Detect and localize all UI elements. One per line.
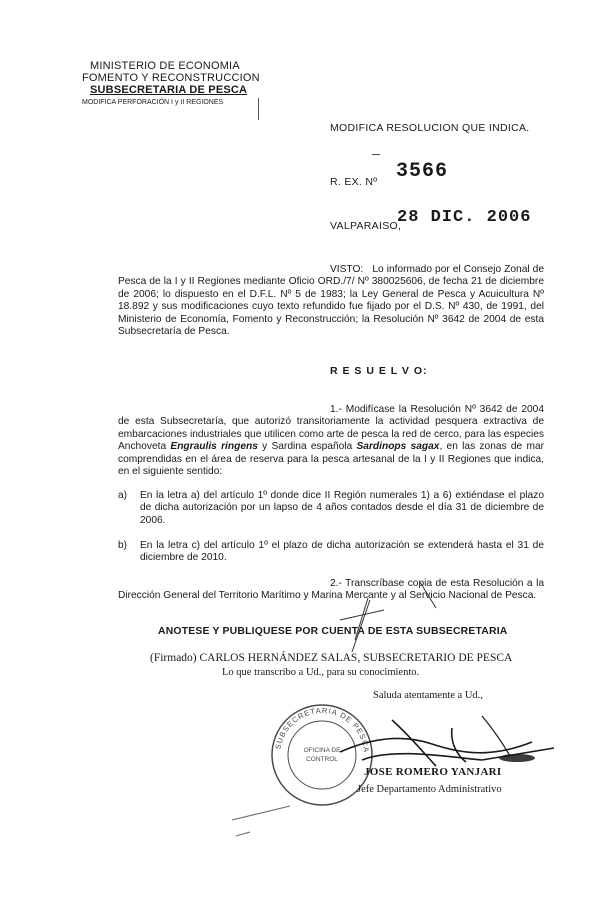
- date-stamp: 28 DIC. 2006: [397, 208, 532, 227]
- item-a: [118, 490, 544, 527]
- para1-species-2: Sardinops sagax: [356, 441, 440, 453]
- seal-inner-line-1: OFICINA DE: [303, 747, 341, 754]
- header-margin-mark: [258, 98, 259, 120]
- visto-lead: VISTO:: [330, 264, 364, 275]
- rex-number: 3566: [396, 160, 449, 183]
- paragraph-2: [118, 578, 544, 603]
- resuelvo-heading: R E S U E L V O:: [330, 365, 428, 377]
- ministry-line-1: MINISTERIO DE ECONOMIA: [90, 60, 240, 72]
- anotese-line: ANOTESE Y PUBLIQUESE POR CUENTA DE ESTA SUBSECRETARIA: [158, 626, 508, 637]
- para1-text-a: de esta Subsecretaría, que autorizó transitoriamente la actividad pesquera extractiva de embarcaciones industriales que utilicen como arte de pesca la red de cerco, para las especies Anchoveta: [118, 416, 544, 453]
- seal-inner-line-2: CONTROL: [306, 756, 338, 763]
- para2-lead: 2.- Transcríbase copia de esta Resolución a: [330, 578, 533, 589]
- para1-text-b: y Sardina española: [257, 441, 357, 453]
- rex-label: R. EX. Nº: [330, 176, 378, 188]
- ministry-header: [82, 60, 272, 109]
- item-b: [118, 540, 544, 565]
- place-label: VALPARAISO,: [330, 220, 402, 232]
- para2-text: la Dirección General del Territorio Marítimo y Marina Mercante y al Servicio Nacional de Pesca.: [118, 578, 544, 602]
- item-a-label: a): [118, 490, 128, 501]
- transcribe-line: Lo que transcribo a Ud., para su conocimiento.: [222, 667, 420, 678]
- para1-species-1: Engraulis ringens: [170, 441, 258, 453]
- item-b-label: b): [118, 540, 128, 551]
- seal-ring-text: SUBSECRETARIA DE PESCA: [273, 705, 372, 754]
- signer-name: JOSE ROMERO YANJARI: [364, 766, 502, 778]
- subject-line: MODIFICA RESOLUCION QUE INDICA.: [330, 122, 530, 134]
- visto-text: Lo informado por el Consejo Zonal de Pesca de la I y II Regiones mediante Oficio ORD./7/ Nº 380025606, de fecha 21 de diciembre de 2006; lo dispuesto en el D.F.L. Nº 5 de 1983; la Ley General de Pesca y Acuicultura Nº 18.892 y sus modificaciones cuyo texto refundido fue fijado por el D.S. Nº 430, de 1991, del Ministerio de Economía, Fomento y Reconstrucción; la Resolución Nº 3642 de 2004 de esta Subsecretaría de Pesca.: [118, 264, 544, 338]
- ministry-line-3: SUBSECRETARIA DE PESCA: [90, 84, 248, 96]
- firmado-line: (Firmado) CARLOS HERNÁNDEZ SALAS, SUBSECRETARIO DE PESCA: [150, 652, 513, 664]
- paragraph-1: [118, 404, 544, 478]
- item-b-text: En la letra c) del artículo 1º el plazo de dicha autorización se extenderá hasta el 31 de diciembre de 2010.: [140, 540, 544, 564]
- saluda-line: Saluda atentamente a Ud.,: [373, 690, 483, 701]
- ministry-line-2: FOMENTO Y RECONSTRUCCION: [82, 72, 260, 84]
- item-a-text: En la letra a) del artículo 1º donde dice II Región numerales 1) a 6) extiéndase el plazo de dicha autorización por un lapso de 4 años contados desde el día 31 de diciembre de 2006.: [140, 490, 544, 526]
- signer-title: Jefe Departamento Administrativo: [357, 784, 502, 795]
- para1-lead: 1.- Modifícase la Resolución Nº 3642 de 2004: [330, 404, 544, 415]
- para1-text-c: , en las zonas de mar comprendidas en el área de reserva para la pesca artesanal de la I y II Regiones que indica, en el siguiente sentido:: [118, 441, 545, 478]
- visto-paragraph: [118, 264, 544, 338]
- ministry-line-4: MODIFICA PERFORACIÓN I y II REGIONES: [82, 99, 224, 106]
- rex-dash: [372, 154, 380, 155]
